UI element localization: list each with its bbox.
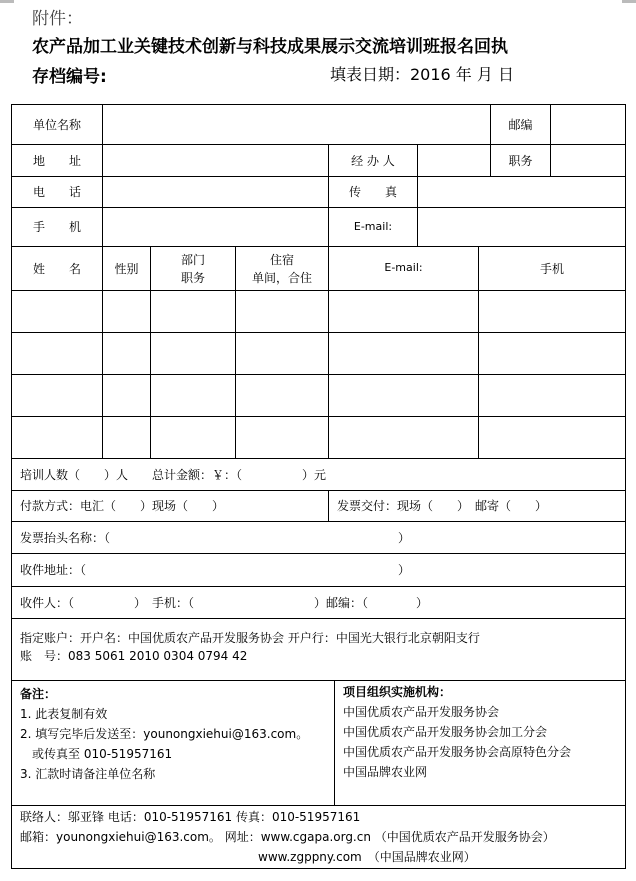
attendee-cell[interactable]: [328, 416, 479, 459]
fill-date: 填表日期：2016 年 月 日: [330, 65, 514, 84]
handler-field[interactable]: [417, 144, 491, 177]
account-info: [11, 618, 626, 681]
col-name: 姓 名: [11, 246, 103, 291]
fax-field[interactable]: [417, 176, 626, 208]
email-label: E-mail:: [328, 207, 418, 247]
handler-label: 经 办 人: [328, 144, 418, 177]
mobile-label: 手 机: [11, 207, 103, 247]
unit-name-field[interactable]: [102, 104, 491, 145]
note-item: 或传真至 010-51957161: [20, 747, 173, 761]
attendee-cell[interactable]: [478, 290, 626, 333]
email-field[interactable]: [417, 207, 626, 247]
archive-number-label: 存档编号:: [32, 67, 107, 87]
organizer-item: 中国优质农产品开发服务协会加工分会: [343, 725, 548, 739]
attendee-cell[interactable]: [102, 374, 151, 417]
attendee-cell[interactable]: [102, 332, 151, 375]
attendee-cell[interactable]: [11, 332, 103, 375]
postcode-field[interactable]: [550, 104, 626, 145]
organizer-item: 中国优质农产品开发服务协会: [343, 705, 500, 719]
attendee-cell[interactable]: [235, 416, 329, 459]
notes-title: 备注：: [20, 687, 57, 701]
attendee-cell[interactable]: [150, 332, 236, 375]
unit-name-label: 单位名称: [11, 104, 103, 145]
contact-line2: 邮箱：younongxiehui@163.com。 网址：www.cgapa.org.cn （中国优质农产品开发服务协会）: [20, 830, 555, 844]
attendee-cell[interactable]: [102, 290, 151, 333]
contact-section: [11, 805, 626, 869]
col-lodging: [235, 246, 329, 291]
note-item: 1. 此表复制有效: [20, 707, 108, 721]
position-field[interactable]: [550, 144, 626, 177]
attendee-cell[interactable]: [235, 374, 329, 417]
address-field[interactable]: [102, 144, 329, 177]
attendee-cell[interactable]: [11, 290, 103, 333]
page-corner-mark: [0, 0, 14, 3]
col-email: E-mail:: [328, 246, 479, 291]
note-item: 3. 汇款时请备注单位名称: [20, 767, 156, 781]
organizer-item: 中国优质农产品开发服务协会高原特色分会: [343, 745, 572, 759]
organizers-section: [334, 680, 626, 806]
payment-method[interactable]: 付款方式：电汇（ ）现场（ ）: [11, 490, 329, 522]
attendee-cell[interactable]: [328, 290, 479, 333]
attendee-cell[interactable]: [11, 374, 103, 417]
phone-label: 电 话: [11, 176, 103, 208]
attendee-cell[interactable]: [478, 332, 626, 375]
attendee-cell[interactable]: [150, 290, 236, 333]
attendee-cell[interactable]: [478, 416, 626, 459]
attendee-cell[interactable]: [102, 416, 151, 459]
attendee-cell[interactable]: [478, 374, 626, 417]
col-dept: [150, 246, 236, 291]
col-mobile: 手机: [478, 246, 626, 291]
attendee-cell[interactable]: [150, 416, 236, 459]
phone-field[interactable]: [102, 176, 329, 208]
fax-label: 传 真: [328, 176, 418, 208]
organizers-title: 项目组织实施机构：: [343, 685, 452, 699]
col-lodging-line1: 住宿: [269, 252, 294, 267]
attendee-cell[interactable]: [150, 374, 236, 417]
postcode-label: 邮编: [490, 104, 551, 145]
page-title: 农产品加工业关键技术创新与科技成果展示交流培训班报名回执: [32, 37, 508, 57]
attendee-cell[interactable]: [11, 416, 103, 459]
receiving-address-row[interactable]: 收件地址：（ ）: [11, 553, 626, 587]
position-label: 职务: [490, 144, 551, 177]
organizer-item: 中国品牌农业网: [343, 765, 428, 779]
col-dept-line1: 部门: [180, 252, 205, 267]
trainee-count-row[interactable]: 培训人数（ ）人 总计金额：￥：（ ）元: [11, 458, 626, 491]
page-corner-mark: [622, 0, 636, 3]
col-dept-line2: 职务: [180, 270, 205, 285]
address-label: 地 址: [11, 144, 103, 177]
attendee-cell[interactable]: [328, 332, 479, 375]
mobile-field[interactable]: [102, 207, 329, 247]
attendee-cell[interactable]: [235, 290, 329, 333]
account-line2: 账 号：083 5061 2010 0304 0794 42: [20, 649, 248, 663]
contact-line1: 联络人：邬亚锋 电话：010-51957161 传真：010-51957161: [20, 810, 361, 824]
account-line1: 指定账户：开户名：中国优质农产品开发服务协会 开户行：中国光大银行北京朝阳支行: [20, 631, 480, 645]
contact-line3: www.zgppny.com （中国品牌农业网）: [258, 850, 476, 864]
note-item: 2. 填写完毕后发送至：younongxiehui@163.com。: [20, 727, 309, 741]
attachment-label: 附件：: [32, 9, 83, 29]
invoice-title-row[interactable]: 发票抬头名称：（ ）: [11, 521, 626, 554]
col-lodging-line2: 单间，合住: [251, 270, 312, 285]
recipient-row[interactable]: 收件人：（ ） 手机：（ ）邮编：（ ）: [11, 586, 626, 619]
notes-section: [11, 680, 335, 806]
attendee-cell[interactable]: [328, 374, 479, 417]
invoice-delivery[interactable]: 发票交付：现场（ ） 邮寄（ ）: [328, 490, 626, 522]
col-gender: 性别: [102, 246, 151, 291]
attendee-cell[interactable]: [235, 332, 329, 375]
